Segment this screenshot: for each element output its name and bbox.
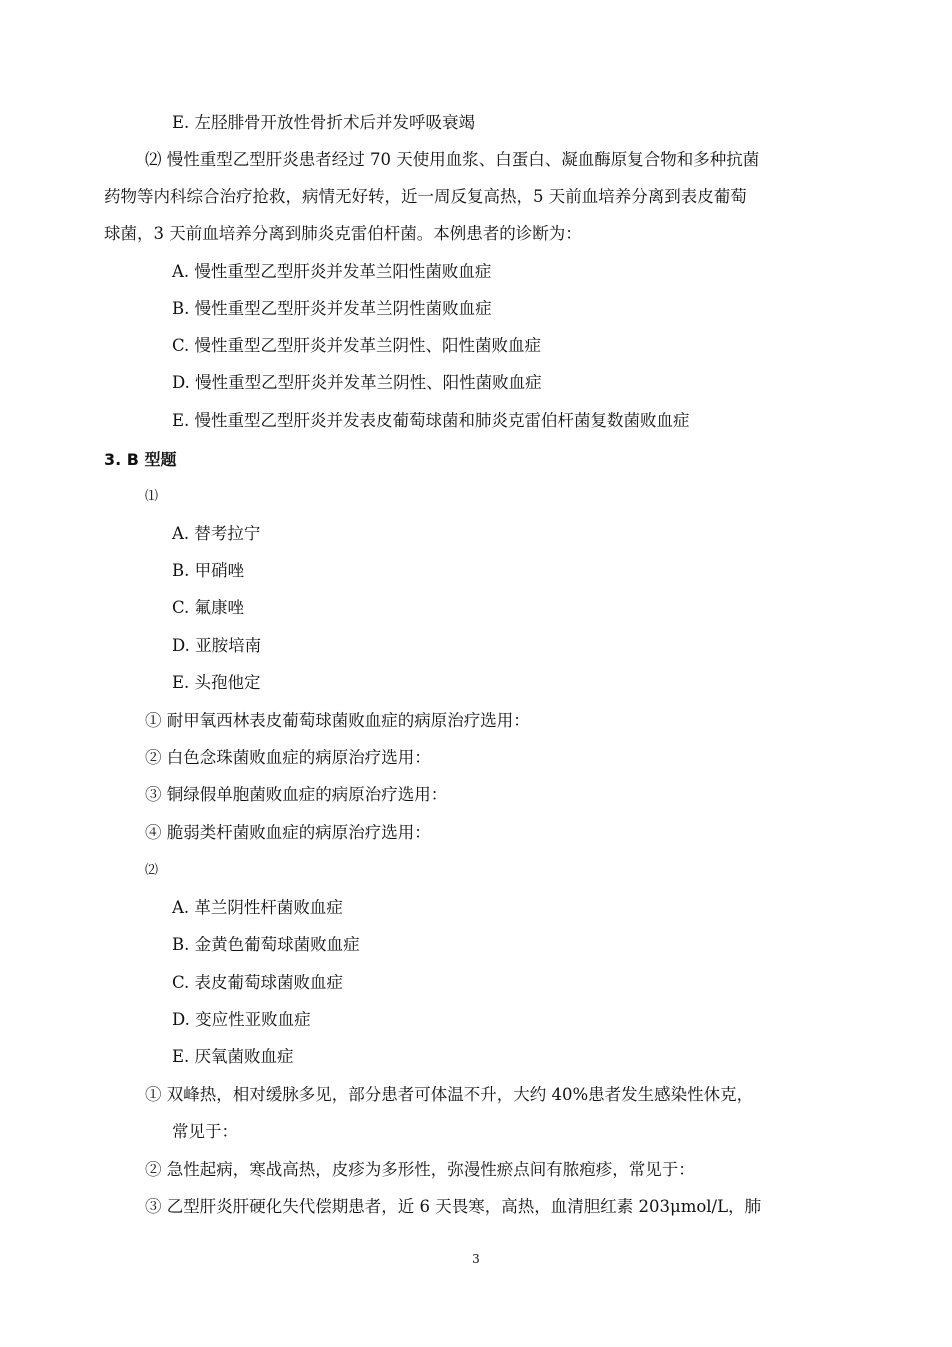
group1-option-d: D. 亚胺培南 (172, 636, 262, 655)
group2-option-a: A. 革兰阴性杆菌败血症 (172, 898, 343, 917)
group1-question-1: ① 耐甲氧西林表皮葡萄球菌败血症的病原治疗选用： (145, 711, 530, 730)
group1-label: ⑴ (145, 489, 159, 504)
page-number: 3 (472, 1252, 480, 1266)
group1-question-4: ④ 脆弱类杆菌败血症的病原治疗选用： (145, 823, 431, 842)
q2-option-e: E. 慢性重型乙型肝炎并发表皮葡萄球菌和肺炎克雷伯杆菌复数菌败血症 (172, 411, 690, 430)
group2-option-c: C. 表皮葡萄球菌败血症 (172, 973, 344, 992)
q1-option-e: E. 左胫腓骨开放性骨折术后并发呼吸衰竭 (172, 113, 476, 132)
q2-option-c: C. 慢性重型乙型肝炎并发革兰阴性、阳性菌败血症 (172, 336, 542, 355)
group2-question-3: ③ 乙型肝炎肝硬化失代偿期患者，近 6 天畏寒，高热，血清胆红素 203μmol/L，肺 (145, 1197, 762, 1216)
q2-stem-line1: ⑵ 慢性重型乙型肝炎患者经过 70 天使用血浆、白蛋白、凝血酶原复合物和多种抗菌 (145, 150, 760, 169)
q2-stem-line3: 球菌，3 天前血培养分离到肺炎克雷伯杆菌。本例患者的诊断为： (104, 224, 582, 243)
group2-option-b: B. 金黄色葡萄球菌败血症 (172, 935, 360, 954)
group2-label: ⑵ (145, 863, 159, 878)
group2-question-1-line2: 常见于： (172, 1122, 238, 1141)
group2-question-2: ② 急性起病，寒战高热，皮疹为多形性，弥漫性瘀点间有脓疱疹，常见于： (145, 1160, 695, 1179)
group1-question-2: ② 白色念珠菌败血症的病原治疗选用： (145, 748, 431, 767)
group1-option-a: A. 替考拉宁 (172, 524, 261, 543)
group1-question-3: ③ 铜绿假单胞菌败血症的病原治疗选用： (145, 785, 448, 804)
group1-option-b: B. 甲硝唑 (172, 561, 245, 580)
group2-question-1-line1: ① 双峰热，相对缓脉多见，部分患者可体温不升，大约 40%患者发生感染性休克， (145, 1085, 754, 1104)
section-heading-b-type: 3. B 型题 (104, 450, 177, 469)
q2-option-a: A. 慢性重型乙型肝炎并发革兰阳性菌败血症 (172, 262, 492, 281)
q2-option-b: B. 慢性重型乙型肝炎并发革兰阴性菌败血症 (172, 299, 492, 318)
group1-option-e: E. 头孢他定 (172, 673, 261, 692)
q2-option-d: D. 慢性重型乙型肝炎并发革兰阴性、阳性菌败血症 (172, 373, 542, 392)
q2-stem-line2: 药物等内科综合治疗抢救，病情无好转，近一周反复高热，5 天前血培养分离到表皮葡萄 (104, 187, 747, 206)
group2-option-e: E. 厌氧菌败血症 (172, 1047, 294, 1066)
group1-option-c: C. 氟康唑 (172, 598, 245, 617)
group2-option-d: D. 变应性亚败血症 (172, 1010, 311, 1029)
